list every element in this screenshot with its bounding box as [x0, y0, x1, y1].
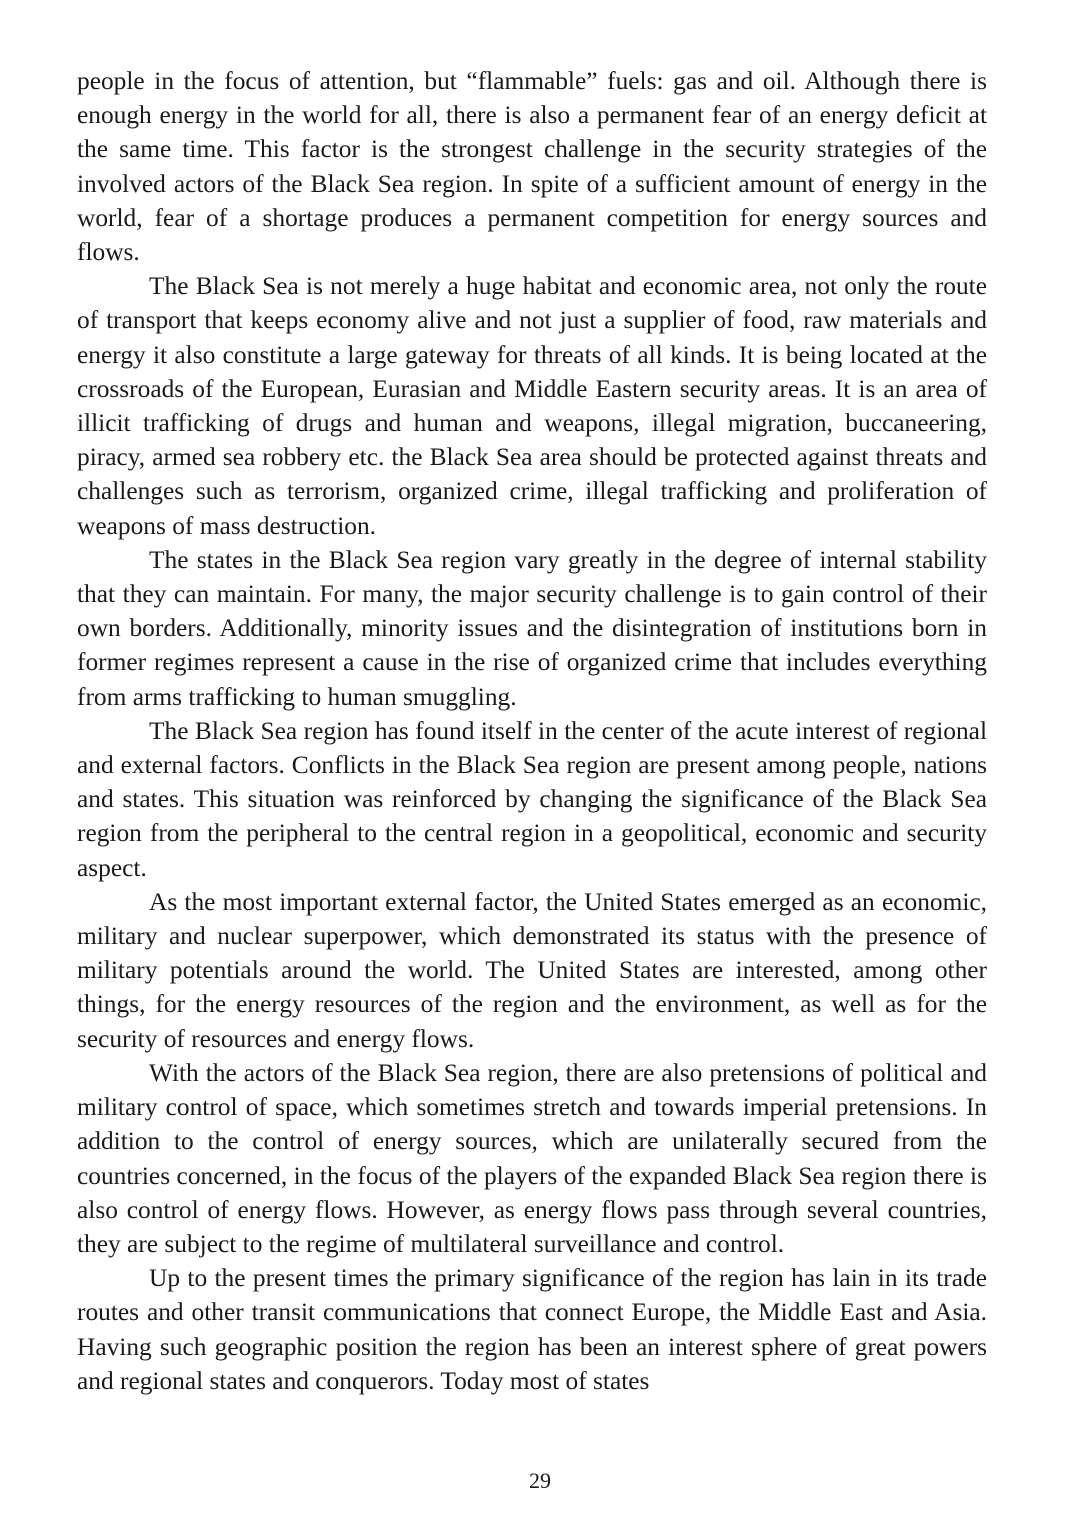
paragraph-4: The Black Sea region has found itself in the center of the acute interest of regional and external factors. Conflicts in the Black Sea region are present among people, nations and states. This situation was reinforced by changing the significance of the Black Sea region from the peripheral to the central region in a geopolitical, economic and security aspect. — [77, 716, 987, 882]
paragraph-3: The states in the Black Sea region vary greatly in the degree of internal stability that they can maintain. For many, the major security challenge is to gain control of their own borders. Additionally, minority issues and the disintegration of institutions born in former regimes represent a cause in the rise of organized crime that includes everything from arms trafficking to human smuggling. — [77, 545, 987, 711]
paragraph-7: Up to the present times the primary significance of the region has lain in its trade routes and other transit communications that connect Europe, the Middle East and Asia. Having such geographic position the region has been an interest sphere of great powers and regional states and conquerors. Today most of states — [77, 1264, 987, 1395]
paragraph-2: The Black Sea is not merely a huge habitat and economic area, not only the route of transport that keeps economy alive and not just a supplier of food, raw materials and energy it also constitute a large gateway for threats of all kinds. It is being located at the crossroads of the European, Eurasian and Middle Eastern security areas. It is an area of illicit trafficking of drugs and human and weapons, illegal migration, buccaneering, piracy, armed sea robbery etc. the Black Sea area should be protected against threats and challenges such as terrorism, organized crime, illegal trafficking and proliferation of weapons of mass destruction. — [77, 272, 987, 540]
page-number: 29 — [529, 1468, 551, 1493]
paragraph-5: As the most important external factor, the United States emerged as an economic, military and nuclear superpower, which demonstrated its status with the presence of military potentials around the world. The United States are interested, among other things, for the energy resources of the region and the environment, as well as for the security of resources and energy flows. — [77, 887, 987, 1053]
paragraph-1: people in the focus of attention, but “flammable” fuels: gas and oil. Although there is enough energy in the world for all, there is also a permanent fear of an energy deficit at the same time. This factor is the strongest challenge in the security strategies of the involved actors of the Black Sea region. In spite of a sufficient amount of energy in the world, fear of a shortage produces a permanent competition for energy sources and flows. — [77, 67, 987, 267]
page-body — [77, 64, 987, 1398]
paragraph-6: With the actors of the Black Sea region, there are also pretensions of political and military control of space, which sometimes stretch and towards imperial pretensions. In addition to the control of energy sources, which are unilaterally secured from the countries concerned, in the focus of the players of the expanded Black Sea region there is also control of energy flows. However, as energy flows pass through several countries, they are subject to the regime of multilateral surveillance and control. — [77, 1058, 987, 1258]
